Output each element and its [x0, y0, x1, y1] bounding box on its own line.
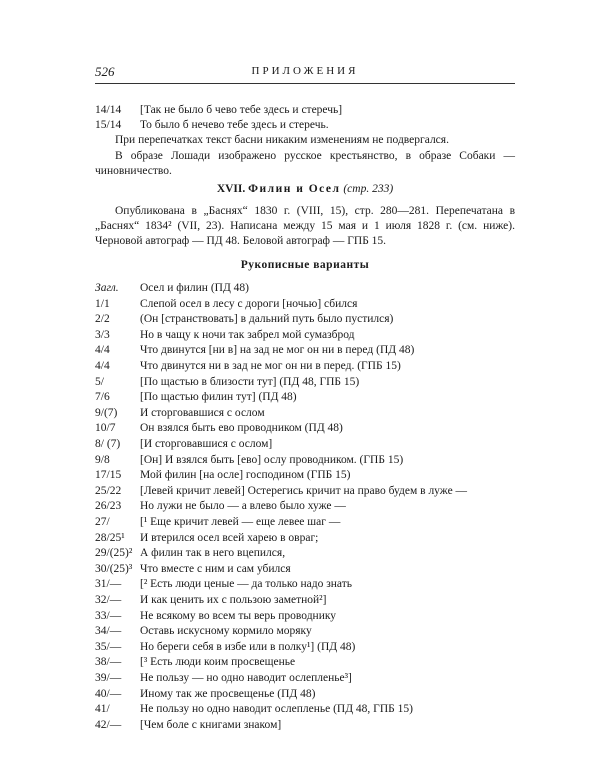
- variant-line-number: 38/—: [95, 656, 122, 669]
- variant-line-text: (Он [странствовать] в дальний путь было пустился): [140, 313, 394, 326]
- variant-line-number: 42/—: [95, 718, 122, 731]
- variant-line-number: 8/ (7): [95, 438, 121, 450]
- variant-line-number: 4/4: [95, 344, 110, 357]
- variant-line-text: Оставь искусному кормило моряку: [140, 625, 312, 638]
- variant-line-text: [Чем боле с книгами знаком]: [140, 718, 282, 731]
- variants-heading: Рукописные варианты: [240, 259, 370, 271]
- variant-line-text: [³ Есть люди коим просвещенье: [140, 656, 296, 669]
- variant-line-text: Мой филин [на осле] господином (ГПБ 15): [140, 469, 351, 482]
- variant-line: [95, 281, 515, 296]
- variant-line-number: 27/: [95, 516, 110, 528]
- variant-line: [95, 609, 515, 624]
- variant-line-number: 40/—: [95, 687, 122, 700]
- variant-line-text: Что двинутся [ни в] на зад не мог он ни в перед (ПД 48): [140, 344, 415, 357]
- variant-line-number: 29/(25)²: [95, 547, 133, 560]
- variant-line-number: 26/23: [95, 500, 122, 513]
- section-heading: [95, 183, 515, 195]
- variant-line: [95, 577, 515, 592]
- variant-line: [95, 671, 515, 686]
- variant-line: [95, 624, 515, 639]
- variant-line: [95, 375, 515, 390]
- variant-line-number: 2/2: [95, 313, 110, 326]
- variant-line-text: [² Есть люди ценые — да только надо знать: [140, 578, 352, 591]
- variant-line-number: 7/6: [95, 391, 110, 404]
- variant-line: [95, 515, 515, 530]
- variant-line: [95, 702, 515, 717]
- variant-line-number: 41/: [95, 703, 110, 716]
- note-paragraph: При перепечатках текст басни никаким изменениям не подвергался.: [115, 134, 449, 146]
- variant-line: [95, 655, 515, 670]
- variant-line-number: 4/4: [95, 360, 110, 372]
- variant-line-text: Иному так же просвещенье (ПД 48): [140, 687, 316, 700]
- variant-line: [95, 562, 515, 577]
- variant-line: [95, 640, 515, 655]
- note-paragraph: В образе Лошади изображено русское крестьянство, в образе Собаки — чиновничество.: [95, 150, 515, 177]
- variant-line-text: [¹ Еще кричит левей — еще левее шаг —: [140, 516, 341, 528]
- variant-line: [95, 593, 515, 608]
- intro-line: [95, 103, 515, 118]
- line-text: [Так не было б чево тебе здесь и стеречь]: [140, 104, 343, 116]
- variant-line-text: [По щастью филин тут] (ПД 48): [140, 391, 297, 404]
- variant-line-text: Осел и филин (ПД 48): [140, 282, 250, 294]
- variant-line-text: Что вместе с ним и сам убился: [140, 562, 291, 575]
- variant-line-text: И как ценить их с пользою заметной²]: [140, 594, 327, 606]
- variant-line: [95, 328, 515, 343]
- publication-paragraph: Опубликована в „Баснях“ 1830 г. (VIII, 15), стр. 280—281. Перепечатана в „Баснях“ 1834² (VII, 23). Написана между 15 мая и 1 июля 1828 г. (см. ниже). Черновой автограф — ПД 48. Беловой автограф — ГПБ 15.: [95, 205, 515, 247]
- variant-line: [95, 687, 515, 702]
- variant-line: [95, 312, 515, 327]
- variant-line-text: Не всякому во всем ты верь проводнику: [140, 609, 337, 622]
- variant-line-text: И втерился осел всей харею в овраг;: [140, 531, 319, 544]
- variant-line: [95, 343, 515, 358]
- variant-line-number: 32/—: [95, 594, 122, 606]
- variant-line-text: Но лужи не было — а влево было хуже —: [140, 500, 346, 513]
- variant-line-number: 33/—: [95, 609, 122, 622]
- variant-line-number: 1/1: [95, 297, 110, 310]
- variant-line-text: Не пользу — но одно наводит ослепленье³]: [140, 672, 352, 684]
- intro-line: [95, 118, 515, 133]
- variant-line: [95, 406, 515, 421]
- variant-line-text: [Он] И взялся быть [ево] ослу проводником. (ГПБ 15): [140, 453, 404, 466]
- variant-line-text: И сторговавшися с ослом: [140, 406, 265, 419]
- variant-line-number: 28/25¹: [95, 531, 125, 544]
- page-number: 526: [95, 64, 115, 79]
- variant-line: [95, 468, 515, 483]
- variant-line-number: 25/22: [95, 484, 122, 497]
- variant-line-number: 17/15: [95, 469, 122, 482]
- variant-line-text: [И сторговавшися с ослом]: [140, 438, 273, 450]
- variant-line: [95, 718, 515, 733]
- variant-line: [95, 453, 515, 468]
- line-number: 15/14: [95, 119, 122, 131]
- line-number: 14/14: [95, 104, 122, 116]
- variant-line: [95, 484, 515, 499]
- variant-line: [95, 437, 515, 452]
- variant-line-text: [По щастью в близости тут] (ПД 48, ГПБ 15): [140, 375, 360, 388]
- variant-line-text: Слепой осел в лесу с дороги [ночью] сбился: [140, 297, 358, 310]
- variant-line: [95, 359, 515, 374]
- variant-line-text: Что двинутся ни в зад не мог он ни в перед. (ГПБ 15): [140, 360, 401, 372]
- variant-line-text: Но береги себя в избе или в полку¹] (ПД 48): [140, 640, 356, 653]
- variant-line-text: Он взялся быть ево проводником (ПД 48): [140, 422, 343, 435]
- line-text: То было б нечево тебе здесь и стеречь.: [140, 119, 329, 131]
- variant-line: [95, 390, 515, 405]
- variant-line-number: 30/(25)³: [95, 562, 133, 575]
- variant-line-number: 3/3: [95, 328, 110, 341]
- section-number: XVII.: [216, 183, 246, 195]
- running-title: ПРИЛОЖЕНИЯ: [251, 65, 359, 77]
- variant-line-text: [Левей кричит левей] Остерегись кричит на право будем в луже —: [140, 484, 468, 497]
- variant-line-number: 34/—: [95, 625, 122, 638]
- running-header: [95, 64, 515, 80]
- variant-line-number: 9/(7): [95, 406, 118, 419]
- header-rule: [95, 83, 515, 84]
- variant-line: [95, 499, 515, 514]
- variant-line-number: 35/—: [95, 640, 122, 653]
- variant-line-number: 10/7: [95, 422, 116, 435]
- variant-line: [95, 297, 515, 312]
- variant-line-number: 9/8: [95, 453, 110, 466]
- variant-line-text: Не пользу но одно наводит ослепленье (ПД 48, ГПБ 15): [140, 703, 413, 716]
- section-reference: (стр. 233): [343, 183, 394, 195]
- variant-line-number: 31/—: [95, 578, 122, 591]
- variant-line-text: А филин так в него вцепился,: [140, 547, 286, 560]
- variant-line-number: Загл.: [95, 282, 119, 294]
- variant-line-number: 5/: [95, 375, 104, 388]
- variant-line: [95, 531, 515, 546]
- section-title: Филин и Осел: [248, 183, 341, 195]
- variant-line-text: Но в чащу к ночи так забрел мой сумазброд: [140, 328, 355, 341]
- variant-line: [95, 546, 515, 561]
- variant-line: [95, 421, 515, 436]
- variant-line-number: 39/—: [95, 672, 122, 684]
